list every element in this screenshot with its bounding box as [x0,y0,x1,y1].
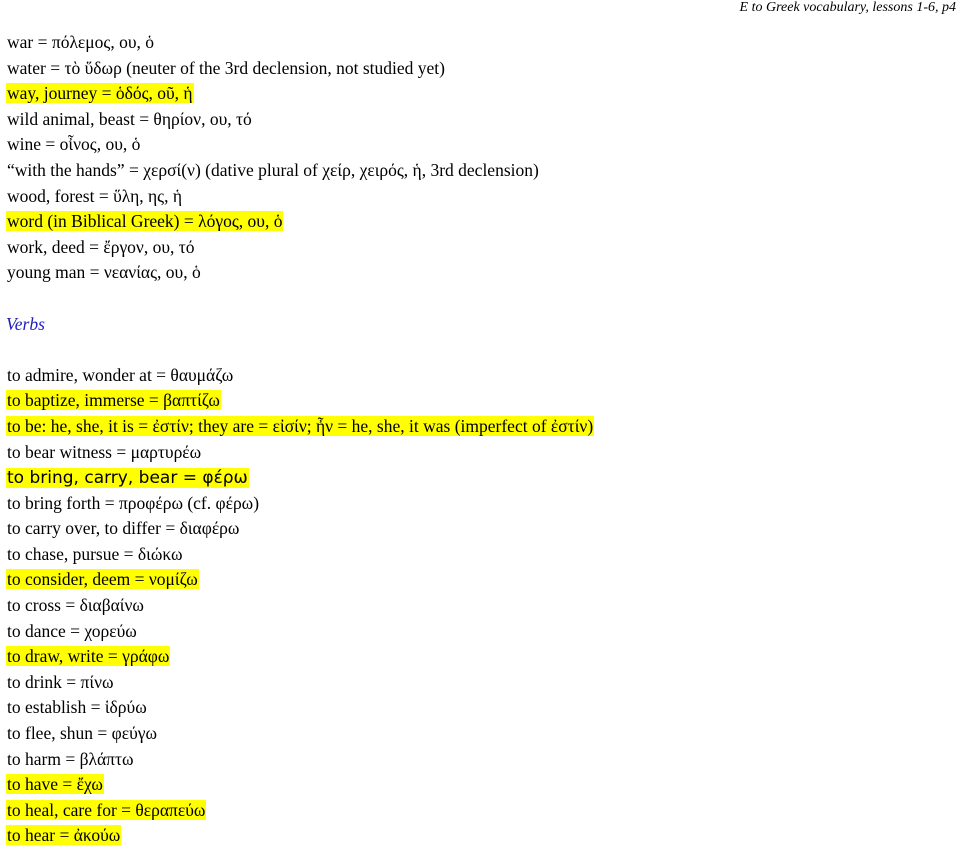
verbs-entry-text: to heal, care for = θεραπεύω [7,799,206,820]
verbs-entry-text: to harm = βλάπτω [7,748,134,769]
nouns-entry-text: word (in Biblical Greek) = λόγος, ου, ὁ [7,211,283,232]
nouns-entry [6,184,594,210]
verbs-entry-text: to drink = πίνω [7,671,114,692]
verbs-entry-text: to hear = ἀκούω [7,825,121,846]
spacer [6,286,594,312]
nouns-entry-text: young man = νεανίας, ου, ὁ [7,262,201,283]
nouns-entry-text: water = τὸ ὕδωρ (neuter of the 3rd declension, not studied yet) [7,57,445,78]
nouns-entry [6,56,594,82]
verbs-entry-text: to bring forth = προφέρω (cf. φέρω) [7,492,260,513]
verbs-entry [6,644,594,670]
verbs-entry [6,363,594,389]
page-header: E to Greek vocabulary, lessons 1-6, p4 [739,0,956,15]
nouns-entry-text: way, journey = ὁδός, οῦ, ἡ [7,83,193,104]
verbs-entry-text: to bear witness = μαρτυρέω [7,441,202,462]
nouns-entry-text: wild animal, beast = θηρίον, ου, τό [7,108,252,129]
verbs-heading: Verbs [6,313,45,334]
verbs-entry [6,465,594,491]
verbs-entry-text: to consider, deem = νομίζω [7,569,198,590]
nouns-entry [6,158,594,184]
verbs-entry-text: to chase, pursue = διώκω [7,543,183,564]
vocabulary-list [6,30,594,849]
verbs-entry [6,823,594,849]
nouns-entry-text: wine = οἶνος, ου, ὁ [7,134,141,155]
nouns-entry [6,260,594,286]
verbs-entry [6,542,594,568]
verbs-entry-text: to flee, shun = φεύγω [7,723,158,744]
verbs-entry [6,747,594,773]
verbs-entry [6,388,594,414]
verbs-entry [6,772,594,798]
verbs-entry [6,414,594,440]
nouns-entry [6,132,594,158]
verbs-entry [6,619,594,645]
verbs-entry [6,798,594,824]
nouns-entry [6,107,594,133]
nouns-entry-text: war = πόλεμος, ου, ὁ [7,32,154,52]
nouns-entry-text: “with the hands” = χερσί(ν) (dative plural of χείρ, χειρός, ἡ, 3rd declension) [7,159,539,180]
verbs-entry [6,670,594,696]
nouns-entry-text: wood, forest = ὕλη, ης, ἡ [7,185,182,206]
spacer [6,337,594,363]
nouns-entry-text: work, deed = ἔργον, ου, τό [7,236,195,257]
verbs-entry [6,516,594,542]
nouns-entry [6,209,594,235]
verbs-entry-text: to establish = ἱδρύω [7,697,147,718]
verbs-entry [6,440,594,466]
verbs-entry-text: to bring, carry, bear = φέρω [7,468,248,489]
verbs-entry-text: to draw, write = γράφω [7,646,170,667]
verbs-entry [6,721,594,747]
verbs-entry [6,491,594,517]
nouns-entry [6,235,594,261]
verbs-entry [6,567,594,593]
verbs-entry-text: to admire, wonder at = θαυμάζω [7,364,234,385]
nouns-entry [6,30,594,56]
verbs-entry-text: to have = ἔχω [7,774,103,795]
verbs-entry-text: to be: he, she, it is = ἐστίν; they are = εἰσίν; ἦν = he, she, it was (imperfect of ἐστίν) [7,415,594,436]
verbs-entry-text: to baptize, immerse = βαπτίζω [7,390,220,411]
verbs-entry-text: to cross = διαβαίνω [7,595,144,616]
verbs-entry-text: to dance = χορεύω [7,620,137,641]
verbs-entry-text: to carry over, to differ = διαφέρω [7,518,240,539]
verbs-entry [6,695,594,721]
verbs-entry [6,593,594,619]
nouns-entry [6,81,594,107]
